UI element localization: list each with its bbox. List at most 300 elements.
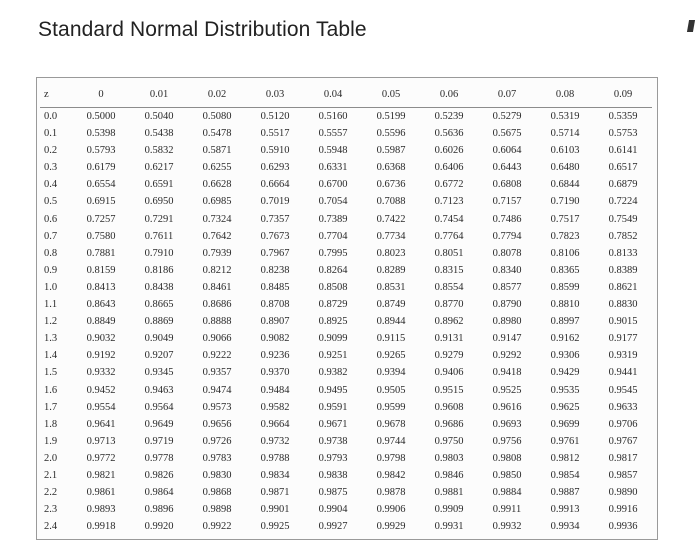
probability-cell: 0.9406 [434,367,464,379]
probability-cell: 0.9834 [260,469,290,481]
probability-cell: 0.7088 [376,196,406,208]
probability-cell: 0.8365 [550,264,580,276]
probability-cell: 0.7190 [550,196,580,208]
table-row [40,330,652,347]
table-row [40,279,652,296]
header-col-7: 0.06 [420,83,478,108]
probability-cell: 0.5832 [144,145,174,157]
probability-cell: 0.6331 [318,162,348,174]
probability-cell: 0.7939 [202,247,232,259]
probability-cell: 0.7157 [492,196,522,208]
probability-cell: 0.7123 [434,196,464,208]
probability-cell: 0.8729 [318,299,348,311]
probability-cell: 0.5080 [202,111,232,122]
probability-cell: 0.9049 [144,333,174,345]
table-row [40,228,652,245]
probability-cell: 0.9830 [202,469,232,481]
probability-cell: 0.9913 [550,504,580,516]
probability-cell: 0.8078 [492,247,522,259]
z-value-cell: 2.2 [44,487,58,499]
table-row [40,416,652,433]
probability-cell: 0.8508 [318,281,348,293]
probability-cell: 0.9484 [260,384,290,396]
table-row [40,176,652,193]
probability-cell: 0.9265 [376,350,406,362]
probability-cell: 0.9207 [144,350,174,362]
probability-cell: 0.9788 [260,452,290,464]
probability-cell: 0.8944 [376,316,406,328]
probability-cell: 0.9738 [318,435,348,447]
table-row [40,211,652,228]
probability-cell: 0.9357 [202,367,232,379]
table-row [40,382,652,399]
probability-cell: 0.6255 [202,162,232,174]
probability-cell: 0.7324 [202,213,232,225]
probability-cell: 0.5199 [376,111,406,122]
probability-cell: 0.9495 [318,384,348,396]
probability-cell: 0.9808 [492,452,522,464]
probability-cell: 0.9778 [144,452,174,464]
probability-cell: 0.8212 [202,264,232,276]
z-value-cell: 2.4 [44,521,58,533]
probability-cell: 0.9719 [144,435,174,447]
probability-cell: 0.9678 [376,418,406,430]
probability-cell: 0.9864 [144,487,174,499]
probability-cell: 0.8888 [202,316,232,328]
z-value-cell: 1.7 [44,401,58,413]
probability-cell: 0.9515 [434,384,464,396]
probability-cell: 0.9878 [376,487,406,499]
z-value-cell: 1.4 [44,350,58,362]
table-row [40,501,652,518]
z-value-cell: 0.5 [44,196,58,208]
probability-cell: 0.7019 [260,196,290,208]
probability-cell: 0.9292 [492,350,522,362]
probability-cell: 0.5557 [318,128,348,140]
probability-cell: 0.5279 [492,111,522,122]
header-col-2: 0.01 [130,83,188,108]
minimize-mark [687,20,695,32]
probability-cell: 0.9854 [550,469,580,481]
probability-cell: 0.5596 [376,128,406,140]
probability-cell: 0.8159 [86,264,116,276]
probability-cell: 0.8790 [492,299,522,311]
probability-cell: 0.6480 [550,162,580,174]
probability-cell: 0.9066 [202,333,232,345]
probability-cell: 0.9838 [318,469,348,481]
probability-cell: 0.7486 [492,213,522,225]
header-col-6: 0.05 [362,83,420,108]
z-value-cell: 1.0 [44,281,58,293]
probability-cell: 0.6985 [202,196,232,208]
table-row [40,142,652,159]
probability-cell: 0.9875 [318,487,348,499]
probability-cell: 0.9015 [608,316,638,328]
probability-cell: 0.9418 [492,367,522,379]
probability-cell: 0.9131 [434,333,464,345]
table-row [40,296,652,313]
probability-cell: 0.9251 [318,350,348,362]
probability-cell: 0.5239 [434,111,464,122]
probability-cell: 0.8749 [376,299,406,311]
probability-cell: 0.9898 [202,504,232,516]
probability-cell: 0.9927 [318,521,348,533]
z-value-cell: 0.3 [44,162,58,174]
probability-cell: 0.5910 [260,145,290,157]
z-value-cell: 0.0 [44,111,58,122]
probability-cell: 0.8925 [318,316,348,328]
probability-cell: 0.9706 [608,418,638,430]
probability-cell: 0.9306 [550,350,580,362]
z-value-cell: 1.3 [44,333,58,345]
probability-cell: 0.9279 [434,350,464,362]
probability-cell: 0.9099 [318,333,348,345]
z-value-cell: 1.6 [44,384,58,396]
probability-cell: 0.9922 [202,521,232,533]
table-body [40,108,652,536]
probability-cell: 0.9890 [608,487,638,499]
probability-cell: 0.8315 [434,264,464,276]
probability-cell: 0.9798 [376,452,406,464]
table-row [40,125,652,142]
probability-cell: 0.8665 [144,299,174,311]
probability-cell: 0.9931 [434,521,464,533]
probability-cell: 0.5871 [202,145,232,157]
probability-cell: 0.5517 [260,128,290,140]
probability-cell: 0.9812 [550,452,580,464]
probability-cell: 0.6628 [202,179,232,191]
probability-cell: 0.9857 [608,469,638,481]
probability-cell: 0.9906 [376,504,406,516]
probability-cell: 0.6406 [434,162,464,174]
probability-cell: 0.7673 [260,230,290,242]
probability-cell: 0.7967 [260,247,290,259]
probability-cell: 0.9929 [376,521,406,533]
probability-cell: 0.8962 [434,316,464,328]
probability-cell: 0.9936 [608,521,638,533]
probability-cell: 0.9726 [202,435,232,447]
probability-cell: 0.9332 [86,367,116,379]
probability-cell: 0.5120 [260,111,290,122]
probability-cell: 0.9783 [202,452,232,464]
probability-cell: 0.9887 [550,487,580,499]
probability-cell: 0.9871 [260,487,290,499]
probability-cell: 0.9345 [144,367,174,379]
table-row [40,364,652,381]
probability-cell: 0.7881 [86,247,116,259]
probability-cell: 0.9934 [550,521,580,533]
probability-cell: 0.5793 [86,145,116,157]
probability-cell: 0.9850 [492,469,522,481]
probability-cell: 0.8340 [492,264,522,276]
probability-cell: 0.6700 [318,179,348,191]
table-row [40,467,652,484]
probability-cell: 0.9911 [492,504,522,516]
header-col-1: 0 [72,83,130,108]
z-value-cell: 2.1 [44,469,58,481]
probability-cell: 0.8577 [492,281,522,293]
probability-cell: 0.9641 [86,418,116,430]
probability-cell: 0.9599 [376,401,406,413]
probability-cell: 0.8980 [492,316,522,328]
probability-cell: 0.6736 [376,179,406,191]
probability-cell: 0.9463 [144,384,174,396]
probability-cell: 0.8051 [434,247,464,259]
probability-cell: 0.8461 [202,281,232,293]
probability-cell: 0.9394 [376,367,406,379]
probability-cell: 0.5040 [144,111,174,122]
probability-cell: 0.5319 [550,111,580,122]
probability-cell: 0.9222 [202,350,232,362]
probability-cell: 0.9608 [434,401,464,413]
table-row [40,262,652,279]
probability-cell: 0.8438 [144,281,174,293]
probability-cell: 0.9842 [376,469,406,481]
header-col-4: 0.03 [246,83,304,108]
probability-cell: 0.8869 [144,316,174,328]
probability-cell: 0.5636 [434,128,464,140]
probability-cell: 0.8554 [434,281,464,293]
probability-cell: 0.9861 [86,487,116,499]
probability-cell: 0.7764 [434,230,464,242]
probability-cell: 0.9686 [434,418,464,430]
z-value-cell: 1.5 [44,367,58,379]
probability-cell: 0.9767 [608,435,638,447]
probability-cell: 0.9505 [376,384,406,396]
probability-cell: 0.9916 [608,504,638,516]
probability-cell: 0.9896 [144,504,174,516]
z-value-cell: 0.2 [44,145,58,157]
probability-cell: 0.9177 [608,333,638,345]
probability-cell: 0.9573 [202,401,232,413]
probability-cell: 0.5948 [318,145,348,157]
probability-cell: 0.7517 [550,213,580,225]
probability-cell: 0.9082 [260,333,290,345]
probability-cell: 0.9452 [86,384,116,396]
probability-cell: 0.9535 [550,384,580,396]
z-value-cell: 2.3 [44,504,58,516]
probability-cell: 0.8289 [376,264,406,276]
probability-cell: 0.8485 [260,281,290,293]
probability-cell: 0.6554 [86,179,116,191]
probability-cell: 0.9656 [202,418,232,430]
z-value-cell: 0.7 [44,230,58,242]
probability-cell: 0.5478 [202,128,232,140]
probability-cell: 0.9633 [608,401,638,413]
probability-cell: 0.7823 [550,230,580,242]
probability-cell: 0.9901 [260,504,290,516]
probability-cell: 0.9474 [202,384,232,396]
probability-cell: 0.5987 [376,145,406,157]
probability-cell: 0.8389 [608,264,638,276]
probability-cell: 0.5675 [492,128,522,140]
probability-cell: 0.8106 [550,247,580,259]
probability-cell: 0.6141 [608,145,638,157]
probability-cell: 0.9236 [260,350,290,362]
probability-cell: 0.9032 [86,333,116,345]
z-value-cell: 1.9 [44,435,58,447]
probability-cell: 0.6808 [492,179,522,191]
z-value-cell: 1.1 [44,299,58,311]
probability-cell: 0.6591 [144,179,174,191]
probability-cell: 0.9904 [318,504,348,516]
probability-cell: 0.7704 [318,230,348,242]
probability-cell: 0.9893 [86,504,116,516]
z-value-cell: 0.8 [44,247,58,259]
probability-cell: 0.7357 [260,213,290,225]
probability-cell: 0.8264 [318,264,348,276]
probability-cell: 0.9554 [86,401,116,413]
probability-cell: 0.6772 [434,179,464,191]
probability-cell: 0.8621 [608,281,638,293]
probability-cell: 0.7257 [86,213,116,225]
probability-cell: 0.6064 [492,145,522,157]
probability-cell: 0.9918 [86,521,116,533]
z-value-cell: 0.4 [44,179,58,191]
probability-cell: 0.7794 [492,230,522,242]
table-row [40,399,652,416]
probability-cell: 0.8133 [608,247,638,259]
probability-cell: 0.9525 [492,384,522,396]
probability-cell: 0.5753 [608,128,638,140]
probability-cell: 0.9616 [492,401,522,413]
probability-cell: 0.9925 [260,521,290,533]
probability-cell: 0.9649 [144,418,174,430]
probability-cell: 0.6179 [86,162,116,174]
probability-cell: 0.9772 [86,452,116,464]
probability-cell: 0.5398 [86,128,116,140]
table-row [40,347,652,364]
probability-cell: 0.9441 [608,367,638,379]
probability-cell: 0.9545 [608,384,638,396]
probability-cell: 0.9591 [318,401,348,413]
probability-cell: 0.7389 [318,213,348,225]
probability-cell: 0.9750 [434,435,464,447]
probability-cell: 0.8830 [608,299,638,311]
probability-cell: 0.5160 [318,111,348,122]
probability-cell: 0.9803 [434,452,464,464]
probability-cell: 0.9192 [86,350,116,362]
table-header-row [40,83,652,108]
probability-cell: 0.9699 [550,418,580,430]
probability-cell: 0.6217 [144,162,174,174]
z-value-cell: 0.1 [44,128,58,140]
probability-cell: 0.7734 [376,230,406,242]
probability-cell: 0.5359 [608,111,638,122]
probability-cell: 0.6664 [260,179,290,191]
probability-cell: 0.8686 [202,299,232,311]
probability-cell: 0.9884 [492,487,522,499]
probability-cell: 0.9756 [492,435,522,447]
probability-cell: 0.9826 [144,469,174,481]
probability-cell: 0.8643 [86,299,116,311]
probability-cell: 0.7995 [318,247,348,259]
table-row [40,450,652,467]
z-value-cell: 1.2 [44,316,58,328]
probability-cell: 0.9625 [550,401,580,413]
probability-cell: 0.8238 [260,264,290,276]
probability-cell: 0.9713 [86,435,116,447]
probability-cell: 0.7224 [608,196,638,208]
probability-cell: 0.9793 [318,452,348,464]
table-row [40,108,652,126]
probability-cell: 0.8810 [550,299,580,311]
probability-cell: 0.6026 [434,145,464,157]
probability-cell: 0.9881 [434,487,464,499]
header-col-8: 0.07 [478,83,536,108]
probability-cell: 0.9846 [434,469,464,481]
page-title: Standard Normal Distribution Table [38,18,367,41]
header-z: z [40,83,72,108]
z-value-cell: 2.0 [44,452,58,464]
probability-cell: 0.7852 [608,230,638,242]
probability-cell: 0.8531 [376,281,406,293]
probability-cell: 0.9564 [144,401,174,413]
probability-cell: 0.6293 [260,162,290,174]
probability-cell: 0.9932 [492,521,522,533]
probability-cell: 0.9370 [260,367,290,379]
probability-cell: 0.9693 [492,418,522,430]
probability-cell: 0.6879 [608,179,638,191]
probability-cell: 0.7642 [202,230,232,242]
probability-cell: 0.6915 [86,196,116,208]
probability-cell: 0.6368 [376,162,406,174]
table-row [40,313,652,330]
probability-cell: 0.9732 [260,435,290,447]
probability-cell: 0.8413 [86,281,116,293]
probability-cell: 0.9671 [318,418,348,430]
table-row [40,245,652,262]
probability-cell: 0.6443 [492,162,522,174]
probability-cell: 0.8770 [434,299,464,311]
probability-cell: 0.5438 [144,128,174,140]
probability-cell: 0.8186 [144,264,174,276]
probability-cell: 0.9429 [550,367,580,379]
probability-cell: 0.9162 [550,333,580,345]
probability-cell: 0.9817 [608,452,638,464]
probability-cell: 0.8997 [550,316,580,328]
probability-cell: 0.9147 [492,333,522,345]
probability-cell: 0.6950 [144,196,174,208]
table-row [40,159,652,176]
probability-cell: 0.9664 [260,418,290,430]
probability-cell: 0.8708 [260,299,290,311]
table-row [40,484,652,501]
probability-cell: 0.5714 [550,128,580,140]
header-col-10: 0.09 [594,83,652,108]
header-col-3: 0.02 [188,83,246,108]
probability-cell: 0.9821 [86,469,116,481]
header-col-5: 0.04 [304,83,362,108]
probability-cell: 0.7454 [434,213,464,225]
probability-cell: 0.8599 [550,281,580,293]
probability-cell: 0.5000 [86,111,116,122]
probability-cell: 0.6103 [550,145,580,157]
probability-cell: 0.6517 [608,162,638,174]
probability-cell: 0.7611 [144,230,174,242]
z-value-cell: 1.8 [44,418,58,430]
probability-cell: 0.9319 [608,350,638,362]
z-table [40,83,652,535]
probability-cell: 0.7291 [144,213,174,225]
probability-cell: 0.7910 [144,247,174,259]
table-row [40,193,652,210]
probability-cell: 0.9582 [260,401,290,413]
table-row [40,518,652,535]
probability-cell: 0.8907 [260,316,290,328]
probability-cell: 0.8023 [376,247,406,259]
table-row [40,433,652,450]
